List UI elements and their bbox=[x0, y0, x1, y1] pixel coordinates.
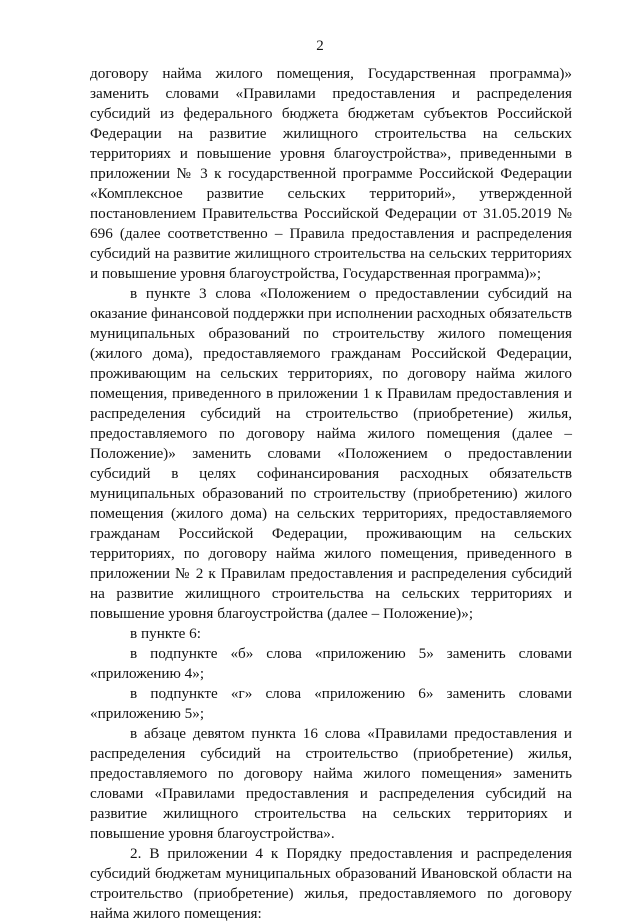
paragraph: в пункте 3 слова «Положением о предоставлении субсидий на оказание финансовой поддержки при исполнении расходных обязательств муниципальных образований по строительству жилого помещения (жилого дома), предоставляемого гражданам Российской Федерации, проживающим на сельских территориях, по договору найма жилого помещения, приведенного в приложении 1 к Правилам предоставления и распределения субсидий на строительство (приобретение) жилья, предоставляемого по договору найма жилого помещения (далее – Положение)» заменить словами «Положением о предоставлении субсидий в целях софинансирования расходных обязательств муниципальных образований по строительству (приобретению) жилого помещения (жилого дома) на сельских территориях, предоставляемого гражданам Российской Федерации, проживающим на сельских территориях, по договору найма жилого помещения, приведенного в приложении № 2 к Правилам предоставления и распределения субсидий на развитие жилищного строительства на сельских территориях и повышение уровня благоустройства (далее – Положение)»; bbox=[90, 285, 572, 622]
paragraph: в подпункте «б» слова «приложению 5» заменить словами «приложению 4»; bbox=[90, 645, 572, 682]
document-body bbox=[90, 64, 572, 924]
paragraph: в абзаце девятом пункта 16 слова «Правилами предоставления и распределения субсидий на строительство (приобретение) жилья, предоставляемого по договору найма жилого помещения» заменить словами «Правилами предоставления и распределения субсидий на развитие жилищного строительства на сельских территориях и повышение уровня благоустройства». bbox=[90, 725, 572, 842]
paragraph: договору найма жилого помещения, Государственная программа)» заменить словами «Правилами предоставления и распределения субсидий из федерального бюджета бюджетам субъектов Российской Федерации на развитие жилищного строительства на сельских территориях и повышение уровня благоустройства», приведенными в приложении № 3 к государственной программе Российской Федерации «Комплексное развитие сельских территорий», утвержденной постановлением Правительства Российской Федерации от 31.05.2019 № 696 (далее соответственно – Правила предоставления и распределения субсидий на развитие жилищного строительства на сельских территориях и повышение уровня благоустройства, Государственная программа)»; bbox=[90, 65, 572, 282]
paragraph: 2. В приложении 4 к Порядку предоставления и распределения субсидий бюджетам муниципальных образований Ивановской области на строительство (приобретение) жилья, предоставляемого по договору найма жилого помещения: bbox=[90, 845, 572, 922]
paragraph: в пункте 6: bbox=[130, 625, 201, 642]
page-number: 2 bbox=[316, 38, 324, 54]
paragraph: в подпункте «г» слова «приложению 6» заменить словами «приложению 5»; bbox=[90, 685, 572, 722]
